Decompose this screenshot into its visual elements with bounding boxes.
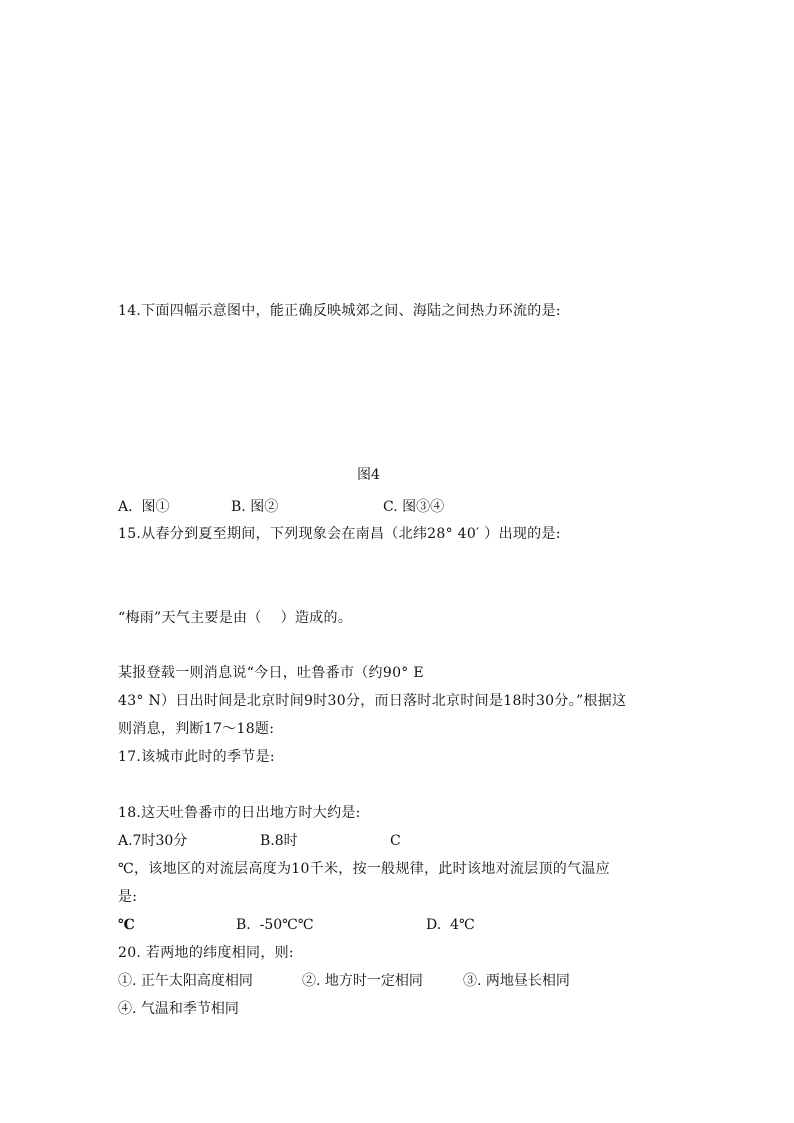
- passage-line-1: 某报登载一则消息说“今日，吐鲁番市（约90° E: [118, 665, 424, 681]
- passage-line-2: 43° N）日出时间是北京时间9时30分，而日落时北京时间是18时30分。”根据这: [118, 693, 627, 709]
- question-20-option-3: ③. 两地昼长相同: [463, 973, 570, 989]
- question-18-option-c: C: [390, 833, 401, 849]
- question-19-option-a: ℃: [118, 917, 135, 933]
- passage-line-3: 则消息，判断17～18题:: [118, 721, 275, 737]
- question-20-stem: 20. 若两地的纬度相同，则:: [118, 945, 294, 961]
- question-14-option-c: C. 图③④: [383, 499, 445, 515]
- question-18-option-b: B.8时: [260, 833, 298, 849]
- question-14-stem: 14.下面四幅示意图中，能正确反映城郊之间、海陆之间热力环流的是:: [118, 303, 561, 319]
- question-14-option-b: B. 图②: [231, 499, 279, 515]
- question-20-option-4: ④. 气温和季节相同: [118, 1001, 239, 1017]
- question-15-stem: 15.从春分到夏至期间，下列现象会在南昌（北纬28° 40′ ）出现的是:: [118, 526, 561, 542]
- question-19-line-1: ℃，该地区的对流层高度为10千米，按一般规律，此时该地对流层顶的气温应: [118, 861, 610, 877]
- question-19-line-2: 是:: [118, 889, 138, 905]
- question-19-option-d: D. 4℃: [426, 917, 475, 933]
- question-20-option-1: ①. 正午太阳高度相同: [118, 973, 253, 989]
- question-16-stem: “梅雨”天气主要是由（ ）造成的。: [118, 610, 353, 626]
- figure-4-caption: 图4: [357, 467, 380, 483]
- question-18-option-a: A.7时30分: [118, 833, 188, 849]
- question-20-option-2: ②. 地方时一定相同: [302, 973, 423, 989]
- question-14-option-a: A. 图①: [118, 499, 170, 515]
- question-17-stem: 17.该城市此时的季节是:: [118, 749, 275, 765]
- question-18-stem: 18.这天吐鲁番市的日出地方时大约是:: [118, 805, 361, 821]
- question-19-option-b: B. -50℃℃: [236, 917, 314, 933]
